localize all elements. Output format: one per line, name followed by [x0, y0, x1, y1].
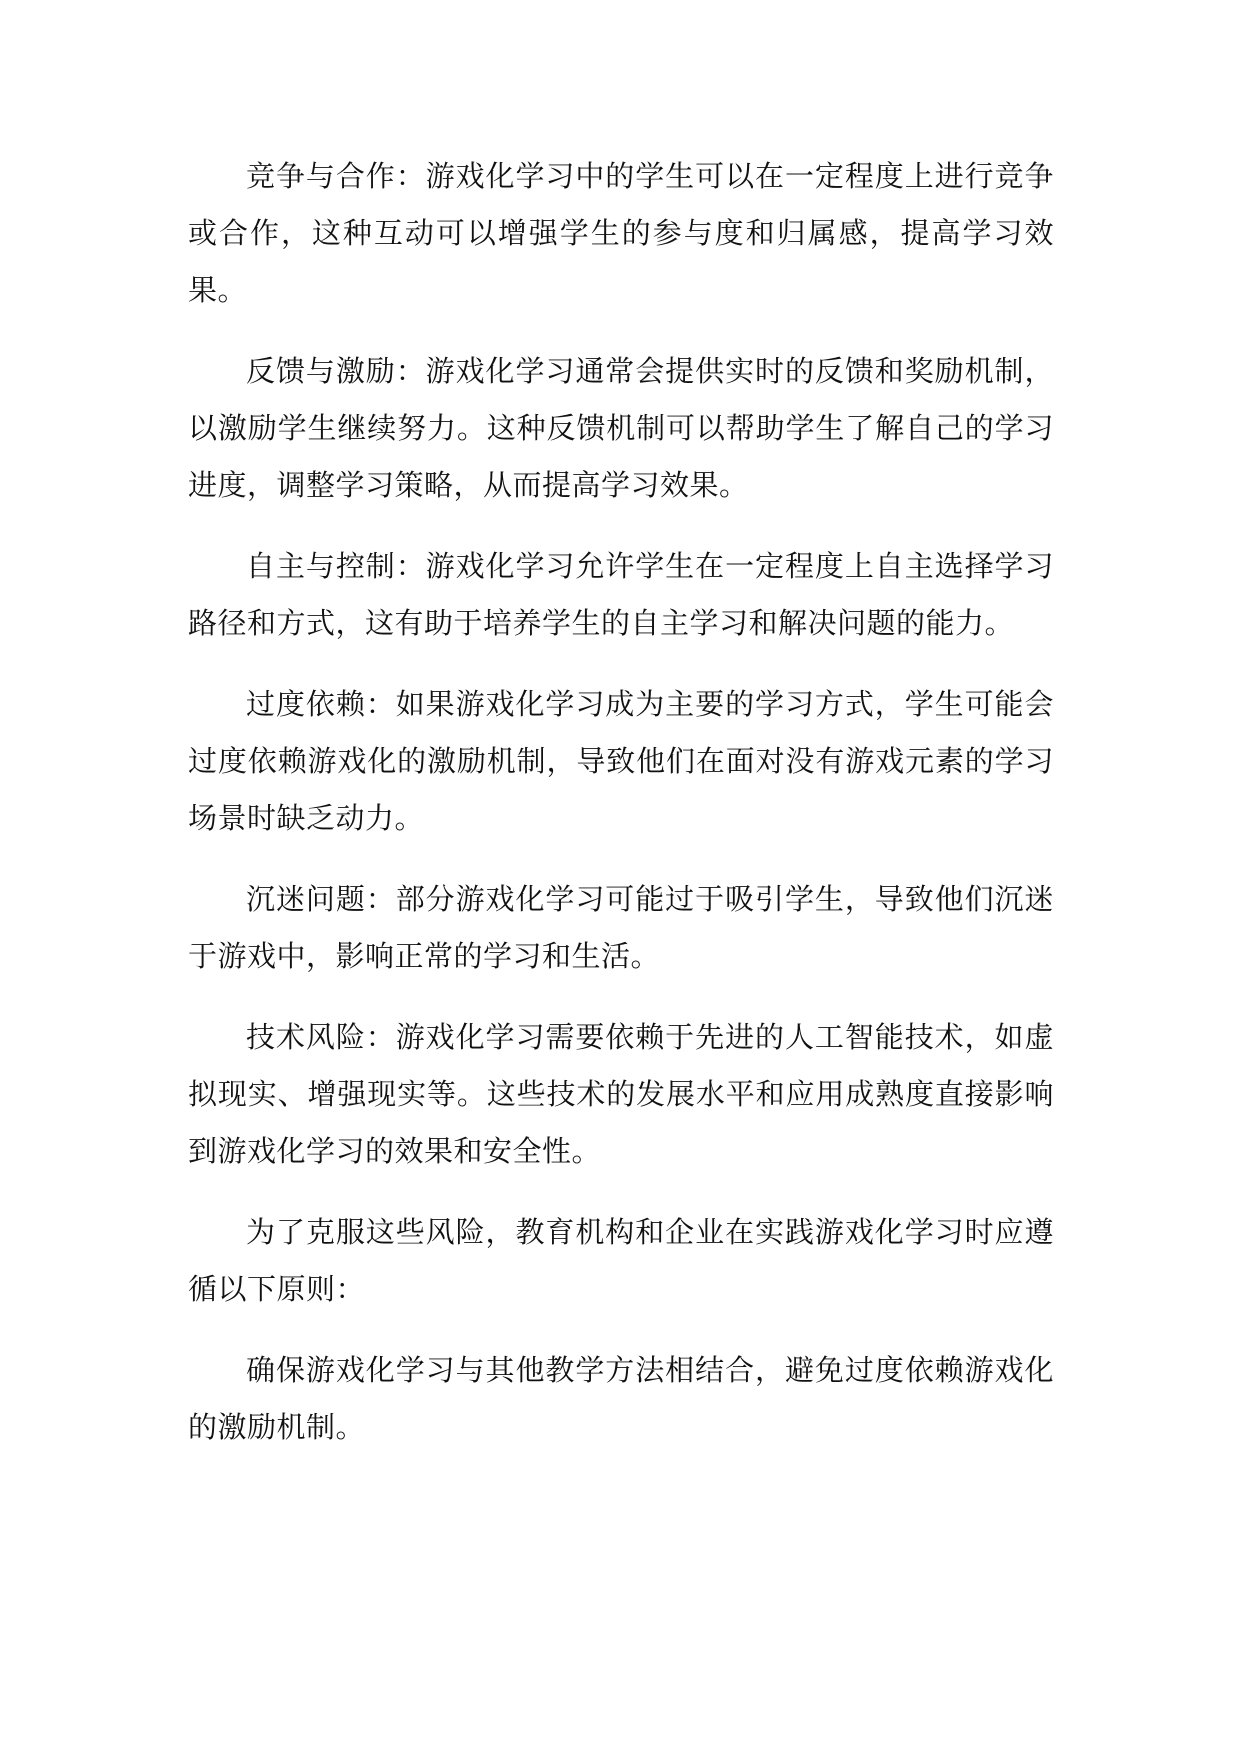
paragraph-principles-intro: 为了克服这些风险，教育机构和企业在实践游戏化学习时应遵循以下原则：	[188, 1215, 1054, 1306]
paragraph-technical-risk: 技术风险：游戏化学习需要依赖于先进的人工智能技术，如虚拟现实、增强现实等。这些技术的发展水平和应用成熟度直接影响到游戏化学习的效果和安全性。	[188, 1020, 1054, 1168]
paragraph-competition-cooperation: 竞争与合作：游戏化学习中的学生可以在一定程度上进行竞争或合作，这种互动可以增强学生的参与度和归属感，提高学习效果。	[188, 159, 1054, 307]
paragraph-feedback-incentive: 反馈与激励：游戏化学习通常会提供实时的反馈和奖励机制，以激励学生继续努力。这种反馈机制可以帮助学生了解自己的学习进度，调整学习策略，从而提高学习效果。	[188, 354, 1054, 502]
document-body	[188, 148, 1054, 1456]
paragraph-principle-combine: 确保游戏化学习与其他教学方法相结合，避免过度依赖游戏化的激励机制。	[188, 1353, 1054, 1444]
paragraph-over-reliance: 过度依赖：如果游戏化学习成为主要的学习方式，学生可能会过度依赖游戏化的激励机制，导致他们在面对没有游戏元素的学习场景时缺乏动力。	[188, 687, 1054, 835]
paragraph-addiction: 沉迷问题：部分游戏化学习可能过于吸引学生，导致他们沉迷于游戏中，影响正常的学习和生活。	[188, 882, 1054, 973]
paragraph-autonomy-control: 自主与控制：游戏化学习允许学生在一定程度上自主选择学习路径和方式，这有助于培养学生的自主学习和解决问题的能力。	[188, 549, 1054, 640]
